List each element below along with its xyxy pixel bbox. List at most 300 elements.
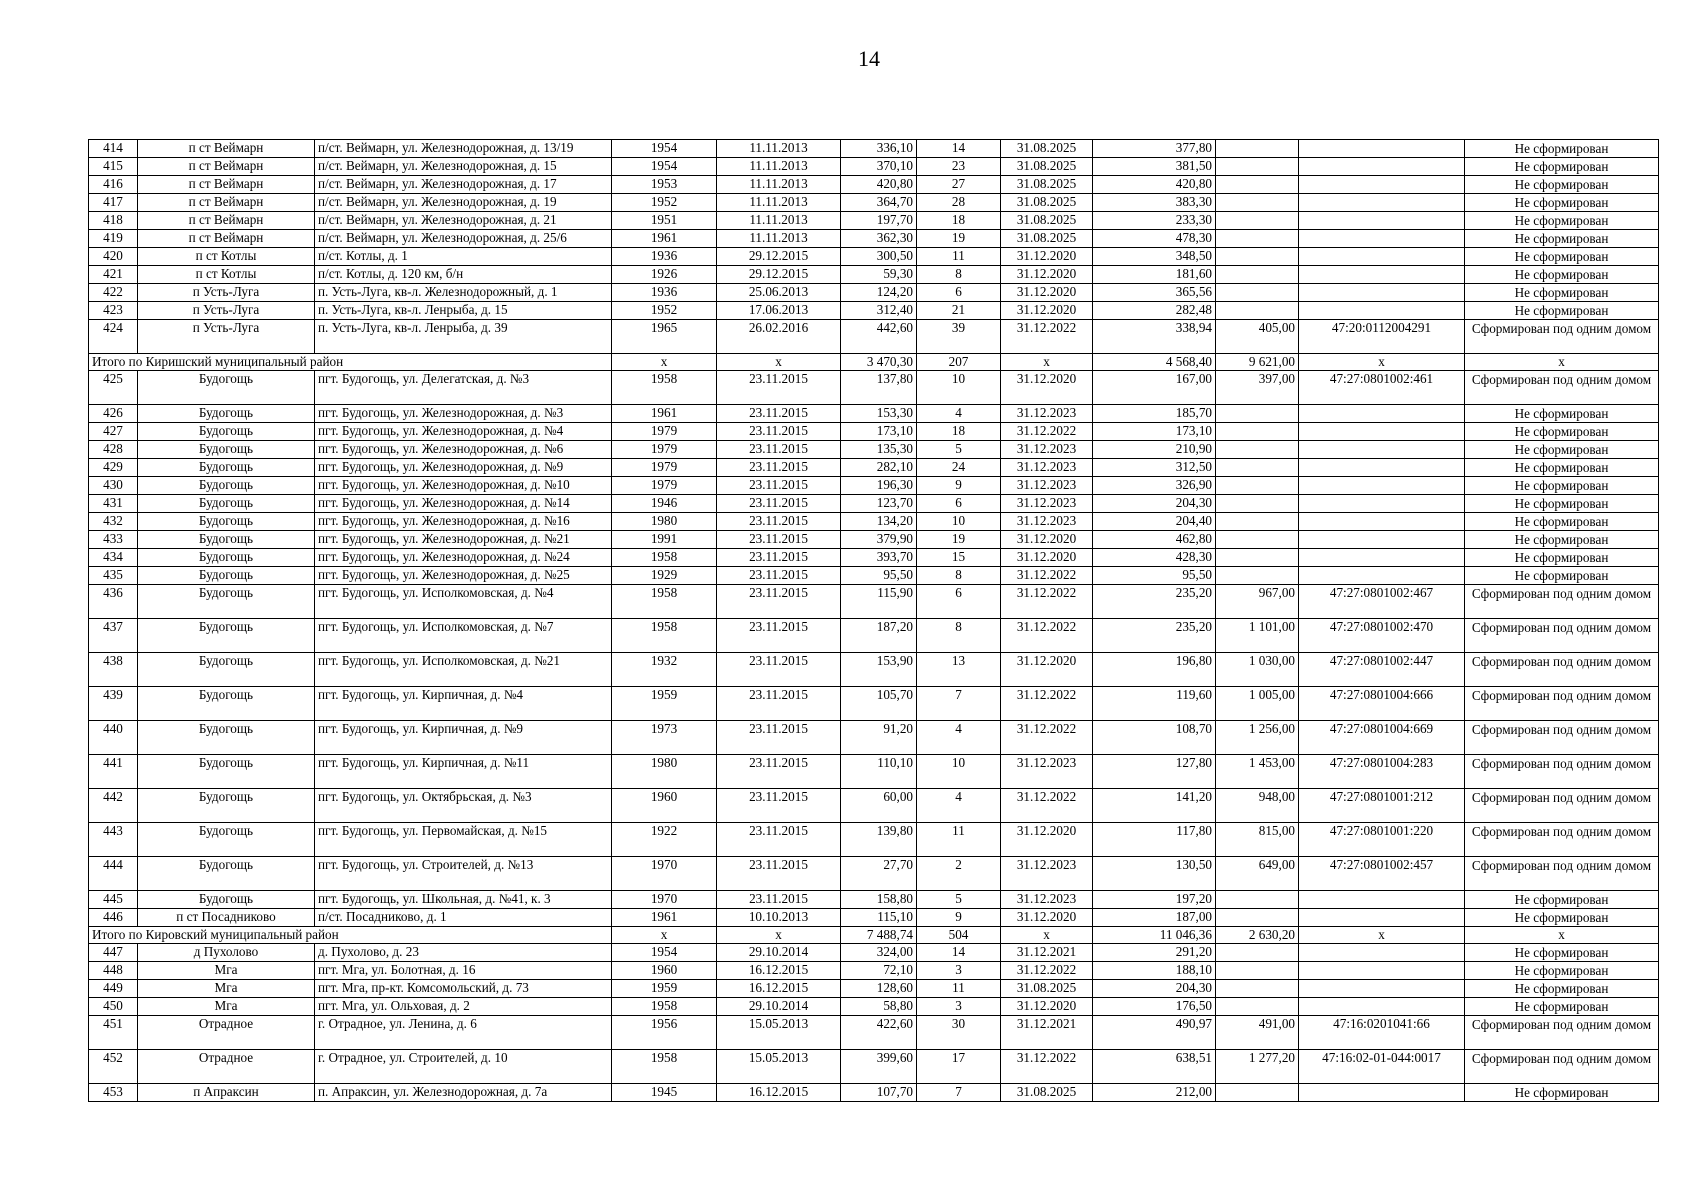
cell-settlement: п ст Веймарн bbox=[138, 140, 315, 158]
cell-land-area bbox=[1216, 459, 1299, 477]
district-total-row bbox=[89, 354, 1659, 371]
cell-land-area bbox=[1216, 495, 1299, 513]
table-row bbox=[89, 459, 1659, 477]
cell-settlement: Будогощь bbox=[138, 891, 315, 909]
total-cadastral-number: x bbox=[1299, 354, 1465, 371]
cell-residents-count: 14 bbox=[917, 944, 1001, 962]
cell-residents-count: 14 bbox=[917, 140, 1001, 158]
cell-settlement: Мга bbox=[138, 962, 315, 980]
cell-resettlement-deadline: 31.12.2023 bbox=[1001, 459, 1093, 477]
total-cadastral-number: x bbox=[1299, 927, 1465, 944]
total-resettlement-deadline: x bbox=[1001, 927, 1093, 944]
cell-cadastral-number bbox=[1299, 266, 1465, 284]
cell-recognition-date: 23.11.2015 bbox=[717, 405, 841, 423]
cell-settlement: Будогощь bbox=[138, 531, 315, 549]
cell-recognition-date: 16.12.2015 bbox=[717, 980, 841, 998]
cell-residents-count: 24 bbox=[917, 459, 1001, 477]
table-row bbox=[89, 266, 1659, 284]
cell-living-area: 58,80 bbox=[841, 998, 917, 1016]
cell-total-area: 187,00 bbox=[1093, 909, 1216, 927]
cell-land-status: Сформирован под одним домом bbox=[1465, 687, 1659, 721]
cell-total-area: 204,30 bbox=[1093, 980, 1216, 998]
table-row bbox=[89, 320, 1659, 354]
cell-total-area: 383,30 bbox=[1093, 194, 1216, 212]
cell-living-area: 123,70 bbox=[841, 495, 917, 513]
cell-resettlement-deadline: 31.12.2023 bbox=[1001, 405, 1093, 423]
cell-cadastral-number bbox=[1299, 513, 1465, 531]
cell-row-number: 430 bbox=[89, 477, 138, 495]
cell-land-status: Не сформирован bbox=[1465, 140, 1659, 158]
cell-row-number: 416 bbox=[89, 176, 138, 194]
cell-living-area: 422,60 bbox=[841, 1016, 917, 1050]
cell-settlement: Будогощь bbox=[138, 585, 315, 619]
cell-settlement: Мга bbox=[138, 998, 315, 1016]
cell-cadastral-number bbox=[1299, 248, 1465, 266]
cell-land-area bbox=[1216, 248, 1299, 266]
cell-recognition-date: 16.12.2015 bbox=[717, 962, 841, 980]
cell-total-area: 233,30 bbox=[1093, 212, 1216, 230]
cell-residents-count: 5 bbox=[917, 891, 1001, 909]
cell-land-status: Не сформирован bbox=[1465, 423, 1659, 441]
cell-cadastral-number bbox=[1299, 405, 1465, 423]
cell-recognition-date: 23.11.2015 bbox=[717, 857, 841, 891]
cell-total-area: 377,80 bbox=[1093, 140, 1216, 158]
table-row bbox=[89, 857, 1659, 891]
cell-settlement: Будогощь bbox=[138, 687, 315, 721]
cell-total-area: 197,20 bbox=[1093, 891, 1216, 909]
cell-resettlement-deadline: 31.12.2022 bbox=[1001, 1050, 1093, 1084]
cell-residents-count: 19 bbox=[917, 531, 1001, 549]
cell-build-year: 1970 bbox=[612, 857, 717, 891]
cell-settlement: Будогощь bbox=[138, 549, 315, 567]
cell-residents-count: 15 bbox=[917, 549, 1001, 567]
cell-build-year: 1961 bbox=[612, 909, 717, 927]
cell-resettlement-deadline: 31.12.2022 bbox=[1001, 687, 1093, 721]
cell-address: п/ст. Котлы, д. 1 bbox=[315, 248, 612, 266]
cell-cadastral-number: 47:27:0801004:669 bbox=[1299, 721, 1465, 755]
total-resettlement-deadline: x bbox=[1001, 354, 1093, 371]
cell-recognition-date: 23.11.2015 bbox=[717, 619, 841, 653]
total-recognition-date: x bbox=[717, 354, 841, 371]
cell-land-area bbox=[1216, 998, 1299, 1016]
cell-recognition-date: 23.11.2015 bbox=[717, 653, 841, 687]
table-row bbox=[89, 405, 1659, 423]
cell-settlement: п Усть-Луга bbox=[138, 302, 315, 320]
table-row bbox=[89, 140, 1659, 158]
cell-land-area: 1 101,00 bbox=[1216, 619, 1299, 653]
table-row bbox=[89, 1016, 1659, 1050]
cell-resettlement-deadline: 31.08.2025 bbox=[1001, 158, 1093, 176]
cell-residents-count: 7 bbox=[917, 687, 1001, 721]
cell-land-area bbox=[1216, 549, 1299, 567]
cell-settlement: п ст Веймарн bbox=[138, 194, 315, 212]
cell-residents-count: 19 bbox=[917, 230, 1001, 248]
cell-row-number: 418 bbox=[89, 212, 138, 230]
cell-address: г. Отрадное, ул. Ленина, д. 6 bbox=[315, 1016, 612, 1050]
cell-living-area: 95,50 bbox=[841, 567, 917, 585]
cell-land-area: 1 256,00 bbox=[1216, 721, 1299, 755]
total-build-year: x bbox=[612, 354, 717, 371]
total-land-area: 9 621,00 bbox=[1216, 354, 1299, 371]
cell-recognition-date: 11.11.2013 bbox=[717, 176, 841, 194]
cell-living-area: 60,00 bbox=[841, 789, 917, 823]
cell-residents-count: 7 bbox=[917, 1084, 1001, 1102]
table-row bbox=[89, 1084, 1659, 1102]
cell-residents-count: 10 bbox=[917, 371, 1001, 405]
cell-total-area: 428,30 bbox=[1093, 549, 1216, 567]
cell-recognition-date: 23.11.2015 bbox=[717, 721, 841, 755]
cell-cadastral-number bbox=[1299, 284, 1465, 302]
cell-settlement: п ст Веймарн bbox=[138, 176, 315, 194]
total-label: Итого по Кировский муниципальный район bbox=[89, 927, 612, 944]
cell-land-area: 397,00 bbox=[1216, 371, 1299, 405]
cell-land-status: Не сформирован bbox=[1465, 944, 1659, 962]
cell-land-status: Сформирован под одним домом bbox=[1465, 789, 1659, 823]
cell-land-status: Не сформирован bbox=[1465, 980, 1659, 998]
cell-living-area: 336,10 bbox=[841, 140, 917, 158]
cell-build-year: 1973 bbox=[612, 721, 717, 755]
cell-living-area: 370,10 bbox=[841, 158, 917, 176]
cell-residents-count: 9 bbox=[917, 477, 1001, 495]
cell-land-area: 967,00 bbox=[1216, 585, 1299, 619]
cell-residents-count: 10 bbox=[917, 513, 1001, 531]
cell-row-number: 429 bbox=[89, 459, 138, 477]
cell-settlement: Будогощь bbox=[138, 513, 315, 531]
cell-address: пгт. Будогощь, ул. Кирпичная, д. №11 bbox=[315, 755, 612, 789]
cell-address: п/ст. Веймарн, ул. Железнодорожная, д. 19 bbox=[315, 194, 612, 212]
cell-land-status: Сформирован под одним домом bbox=[1465, 619, 1659, 653]
cell-land-status: Не сформирован bbox=[1465, 405, 1659, 423]
cell-settlement: п ст Веймарн bbox=[138, 212, 315, 230]
cell-land-status: Сформирован под одним домом bbox=[1465, 1016, 1659, 1050]
cell-recognition-date: 15.05.2013 bbox=[717, 1016, 841, 1050]
cell-residents-count: 11 bbox=[917, 980, 1001, 998]
cell-address: пгт. Будогощь, ул. Железнодорожная, д. №10 bbox=[315, 477, 612, 495]
cell-resettlement-deadline: 31.12.2020 bbox=[1001, 998, 1093, 1016]
cell-cadastral-number bbox=[1299, 944, 1465, 962]
cell-living-area: 153,30 bbox=[841, 405, 917, 423]
table-row bbox=[89, 823, 1659, 857]
cell-resettlement-deadline: 31.12.2022 bbox=[1001, 962, 1093, 980]
cell-land-area bbox=[1216, 944, 1299, 962]
cell-recognition-date: 11.11.2013 bbox=[717, 230, 841, 248]
cell-recognition-date: 29.12.2015 bbox=[717, 266, 841, 284]
cell-row-number: 444 bbox=[89, 857, 138, 891]
table-row bbox=[89, 962, 1659, 980]
cell-total-area: 119,60 bbox=[1093, 687, 1216, 721]
cell-residents-count: 4 bbox=[917, 721, 1001, 755]
cell-settlement: Будогощь bbox=[138, 441, 315, 459]
cell-row-number: 451 bbox=[89, 1016, 138, 1050]
cell-cadastral-number bbox=[1299, 441, 1465, 459]
cell-build-year: 1979 bbox=[612, 477, 717, 495]
cell-build-year: 1956 bbox=[612, 1016, 717, 1050]
cell-residents-count: 30 bbox=[917, 1016, 1001, 1050]
cell-build-year: 1959 bbox=[612, 687, 717, 721]
cell-address: д. Пухолово, д. 23 bbox=[315, 944, 612, 962]
cell-cadastral-number: 47:27:0801002:467 bbox=[1299, 585, 1465, 619]
cell-cadastral-number: 47:27:0801004:283 bbox=[1299, 755, 1465, 789]
cell-settlement: Будогощь bbox=[138, 857, 315, 891]
cell-build-year: 1958 bbox=[612, 371, 717, 405]
cell-living-area: 282,10 bbox=[841, 459, 917, 477]
cell-row-number: 428 bbox=[89, 441, 138, 459]
table-row bbox=[89, 248, 1659, 266]
cell-resettlement-deadline: 31.12.2023 bbox=[1001, 495, 1093, 513]
cell-address: пгт. Будогощь, ул. Железнодорожная, д. №6 bbox=[315, 441, 612, 459]
table-row bbox=[89, 176, 1659, 194]
cell-total-area: 365,56 bbox=[1093, 284, 1216, 302]
cell-cadastral-number bbox=[1299, 459, 1465, 477]
cell-resettlement-deadline: 31.08.2025 bbox=[1001, 1084, 1093, 1102]
table-row bbox=[89, 194, 1659, 212]
cell-total-area: 204,30 bbox=[1093, 495, 1216, 513]
cell-recognition-date: 10.10.2013 bbox=[717, 909, 841, 927]
cell-living-area: 197,70 bbox=[841, 212, 917, 230]
cell-residents-count: 8 bbox=[917, 266, 1001, 284]
cell-cadastral-number: 47:27:0801002:447 bbox=[1299, 653, 1465, 687]
cell-address: пгт. Будогощь, ул. Школьная, д. №41, к. 3 bbox=[315, 891, 612, 909]
cell-land-area bbox=[1216, 266, 1299, 284]
cell-resettlement-deadline: 31.12.2020 bbox=[1001, 549, 1093, 567]
cell-living-area: 324,00 bbox=[841, 944, 917, 962]
cell-settlement: п Усть-Луга bbox=[138, 284, 315, 302]
cell-total-area: 478,30 bbox=[1093, 230, 1216, 248]
cell-living-area: 137,80 bbox=[841, 371, 917, 405]
cell-cadastral-number: 47:16:0201041:66 bbox=[1299, 1016, 1465, 1050]
cell-build-year: 1980 bbox=[612, 513, 717, 531]
cell-cadastral-number: 47:20:0112004291 bbox=[1299, 320, 1465, 354]
cell-settlement: Будогощь bbox=[138, 495, 315, 513]
cell-living-area: 196,30 bbox=[841, 477, 917, 495]
cell-row-number: 431 bbox=[89, 495, 138, 513]
housing-register-table bbox=[88, 139, 1659, 1102]
cell-address: пгт. Будогощь, ул. Железнодорожная, д. №4 bbox=[315, 423, 612, 441]
cell-land-status: Сформирован под одним домом bbox=[1465, 755, 1659, 789]
cell-land-area bbox=[1216, 423, 1299, 441]
cell-build-year: 1932 bbox=[612, 653, 717, 687]
cell-residents-count: 4 bbox=[917, 789, 1001, 823]
cell-resettlement-deadline: 31.12.2021 bbox=[1001, 944, 1093, 962]
cell-resettlement-deadline: 31.12.2022 bbox=[1001, 721, 1093, 755]
page-number: 14 bbox=[858, 46, 880, 71]
cell-cadastral-number bbox=[1299, 567, 1465, 585]
cell-living-area: 128,60 bbox=[841, 980, 917, 998]
cell-build-year: 1929 bbox=[612, 567, 717, 585]
cell-address: пгт. Будогощь, ул. Первомайская, д. №15 bbox=[315, 823, 612, 857]
cell-build-year: 1936 bbox=[612, 284, 717, 302]
cell-residents-count: 6 bbox=[917, 585, 1001, 619]
cell-land-status: Не сформирован bbox=[1465, 962, 1659, 980]
cell-residents-count: 10 bbox=[917, 755, 1001, 789]
cell-recognition-date: 29.10.2014 bbox=[717, 998, 841, 1016]
cell-land-status: Не сформирован bbox=[1465, 549, 1659, 567]
cell-residents-count: 18 bbox=[917, 423, 1001, 441]
cell-living-area: 399,60 bbox=[841, 1050, 917, 1084]
table-body bbox=[89, 140, 1659, 1102]
cell-build-year: 1936 bbox=[612, 248, 717, 266]
cell-address: пгт. Будогощь, ул. Делегатская, д. №3 bbox=[315, 371, 612, 405]
cell-settlement: п Усть-Луга bbox=[138, 320, 315, 354]
cell-living-area: 442,60 bbox=[841, 320, 917, 354]
cell-cadastral-number bbox=[1299, 176, 1465, 194]
cell-recognition-date: 23.11.2015 bbox=[717, 789, 841, 823]
cell-row-number: 437 bbox=[89, 619, 138, 653]
cell-total-area: 188,10 bbox=[1093, 962, 1216, 980]
cell-living-area: 173,10 bbox=[841, 423, 917, 441]
total-living-area: 7 488,74 bbox=[841, 927, 917, 944]
cell-recognition-date: 23.11.2015 bbox=[717, 687, 841, 721]
cell-address: пгт. Будогощь, ул. Октябрьская, д. №3 bbox=[315, 789, 612, 823]
cell-residents-count: 17 bbox=[917, 1050, 1001, 1084]
cell-settlement: Будогощь bbox=[138, 789, 315, 823]
cell-land-area bbox=[1216, 567, 1299, 585]
cell-total-area: 173,10 bbox=[1093, 423, 1216, 441]
cell-address: пгт. Будогощь, ул. Железнодорожная, д. №9 bbox=[315, 459, 612, 477]
cell-row-number: 445 bbox=[89, 891, 138, 909]
cell-address: пгт. Будогощь, ул. Железнодорожная, д. №3 bbox=[315, 405, 612, 423]
cell-total-area: 210,90 bbox=[1093, 441, 1216, 459]
cell-residents-count: 4 bbox=[917, 405, 1001, 423]
cell-row-number: 446 bbox=[89, 909, 138, 927]
cell-build-year: 1952 bbox=[612, 302, 717, 320]
cell-resettlement-deadline: 31.12.2023 bbox=[1001, 513, 1093, 531]
cell-land-status: Не сформирован bbox=[1465, 531, 1659, 549]
cell-build-year: 1958 bbox=[612, 619, 717, 653]
cell-total-area: 420,80 bbox=[1093, 176, 1216, 194]
cell-build-year: 1954 bbox=[612, 944, 717, 962]
table-row bbox=[89, 891, 1659, 909]
cell-settlement: п Апраксин bbox=[138, 1084, 315, 1102]
cell-land-area: 1 277,20 bbox=[1216, 1050, 1299, 1084]
cell-living-area: 135,30 bbox=[841, 441, 917, 459]
cell-land-status: Не сформирован bbox=[1465, 194, 1659, 212]
cell-residents-count: 13 bbox=[917, 653, 1001, 687]
cell-address: пгт. Мга, ул. Болотная, д. 16 bbox=[315, 962, 612, 980]
table-row bbox=[89, 909, 1659, 927]
table-row bbox=[89, 585, 1659, 619]
cell-address: пгт. Будогощь, ул. Железнодорожная, д. №16 bbox=[315, 513, 612, 531]
cell-build-year: 1960 bbox=[612, 789, 717, 823]
cell-address: п/ст. Веймарн, ул. Железнодорожная, д. 17 bbox=[315, 176, 612, 194]
cell-living-area: 110,10 bbox=[841, 755, 917, 789]
cell-address: п/ст. Веймарн, ул. Железнодорожная, д. 21 bbox=[315, 212, 612, 230]
cell-build-year: 1958 bbox=[612, 1050, 717, 1084]
cell-land-status: Сформирован под одним домом bbox=[1465, 585, 1659, 619]
cell-residents-count: 23 bbox=[917, 158, 1001, 176]
cell-living-area: 124,20 bbox=[841, 284, 917, 302]
cell-settlement: Будогощь bbox=[138, 721, 315, 755]
cell-address: пгт. Будогощь, ул. Кирпичная, д. №4 bbox=[315, 687, 612, 721]
cell-recognition-date: 23.11.2015 bbox=[717, 441, 841, 459]
cell-row-number: 421 bbox=[89, 266, 138, 284]
cell-address: п/ст. Веймарн, ул. Железнодорожная, д. 15 bbox=[315, 158, 612, 176]
cell-residents-count: 8 bbox=[917, 567, 1001, 585]
cell-cadastral-number: 47:27:0801002:457 bbox=[1299, 857, 1465, 891]
cell-land-status: Не сформирован bbox=[1465, 477, 1659, 495]
cell-cadastral-number bbox=[1299, 891, 1465, 909]
cell-row-number: 432 bbox=[89, 513, 138, 531]
cell-recognition-date: 11.11.2013 bbox=[717, 140, 841, 158]
table-row bbox=[89, 549, 1659, 567]
cell-total-area: 196,80 bbox=[1093, 653, 1216, 687]
cell-build-year: 1980 bbox=[612, 755, 717, 789]
cell-cadastral-number bbox=[1299, 212, 1465, 230]
cell-settlement: п ст Веймарн bbox=[138, 158, 315, 176]
cell-land-area bbox=[1216, 513, 1299, 531]
cell-recognition-date: 23.11.2015 bbox=[717, 549, 841, 567]
cell-living-area: 300,50 bbox=[841, 248, 917, 266]
cell-settlement: Отрадное bbox=[138, 1016, 315, 1050]
cell-address: п. Усть-Луга, кв-л. Железнодорожный, д. 1 bbox=[315, 284, 612, 302]
cell-total-area: 291,20 bbox=[1093, 944, 1216, 962]
cell-row-number: 420 bbox=[89, 248, 138, 266]
cell-residents-count: 6 bbox=[917, 284, 1001, 302]
cell-resettlement-deadline: 31.12.2021 bbox=[1001, 1016, 1093, 1050]
cell-address: п. Апраксин, ул. Железнодорожная, д. 7а bbox=[315, 1084, 612, 1102]
cell-row-number: 436 bbox=[89, 585, 138, 619]
cell-row-number: 452 bbox=[89, 1050, 138, 1084]
cell-residents-count: 28 bbox=[917, 194, 1001, 212]
district-total-row bbox=[89, 927, 1659, 944]
cell-build-year: 1958 bbox=[612, 549, 717, 567]
cell-land-area: 1 453,00 bbox=[1216, 755, 1299, 789]
cell-total-area: 638,51 bbox=[1093, 1050, 1216, 1084]
cell-row-number: 442 bbox=[89, 789, 138, 823]
cell-living-area: 134,20 bbox=[841, 513, 917, 531]
cell-row-number: 449 bbox=[89, 980, 138, 998]
cell-resettlement-deadline: 31.12.2022 bbox=[1001, 567, 1093, 585]
cell-recognition-date: 29.10.2014 bbox=[717, 944, 841, 962]
cell-total-area: 141,20 bbox=[1093, 789, 1216, 823]
cell-address: пгт. Будогощь, ул. Исполкомовская, д. №21 bbox=[315, 653, 612, 687]
cell-row-number: 419 bbox=[89, 230, 138, 248]
table-row bbox=[89, 755, 1659, 789]
cell-address: пгт. Будогощь, ул. Железнодорожная, д. №14 bbox=[315, 495, 612, 513]
cell-build-year: 1946 bbox=[612, 495, 717, 513]
cell-resettlement-deadline: 31.12.2020 bbox=[1001, 284, 1093, 302]
cell-cadastral-number bbox=[1299, 909, 1465, 927]
cell-recognition-date: 23.11.2015 bbox=[717, 459, 841, 477]
cell-land-area bbox=[1216, 477, 1299, 495]
cell-resettlement-deadline: 31.12.2022 bbox=[1001, 789, 1093, 823]
cell-build-year: 1961 bbox=[612, 405, 717, 423]
cell-recognition-date: 11.11.2013 bbox=[717, 212, 841, 230]
cell-row-number: 438 bbox=[89, 653, 138, 687]
table-row bbox=[89, 531, 1659, 549]
cell-settlement: Будогощь bbox=[138, 823, 315, 857]
cell-land-status: Не сформирован bbox=[1465, 158, 1659, 176]
cell-settlement: Будогощь bbox=[138, 371, 315, 405]
cell-row-number: 414 bbox=[89, 140, 138, 158]
cell-address: п/ст. Веймарн, ул. Железнодорожная, д. 13/19 bbox=[315, 140, 612, 158]
cell-build-year: 1958 bbox=[612, 585, 717, 619]
cell-land-area: 1 030,00 bbox=[1216, 653, 1299, 687]
cell-row-number: 453 bbox=[89, 1084, 138, 1102]
cell-cadastral-number bbox=[1299, 423, 1465, 441]
cell-build-year: 1965 bbox=[612, 320, 717, 354]
cell-land-status: Сформирован под одним домом bbox=[1465, 823, 1659, 857]
cell-land-status: Не сформирован bbox=[1465, 495, 1659, 513]
cell-resettlement-deadline: 31.12.2020 bbox=[1001, 248, 1093, 266]
cell-living-area: 153,90 bbox=[841, 653, 917, 687]
cell-land-area bbox=[1216, 909, 1299, 927]
cell-land-status: Не сформирован bbox=[1465, 909, 1659, 927]
cell-row-number: 441 bbox=[89, 755, 138, 789]
total-label: Итого по Киришский муниципальный район bbox=[89, 354, 612, 371]
cell-land-area bbox=[1216, 441, 1299, 459]
table-row bbox=[89, 687, 1659, 721]
